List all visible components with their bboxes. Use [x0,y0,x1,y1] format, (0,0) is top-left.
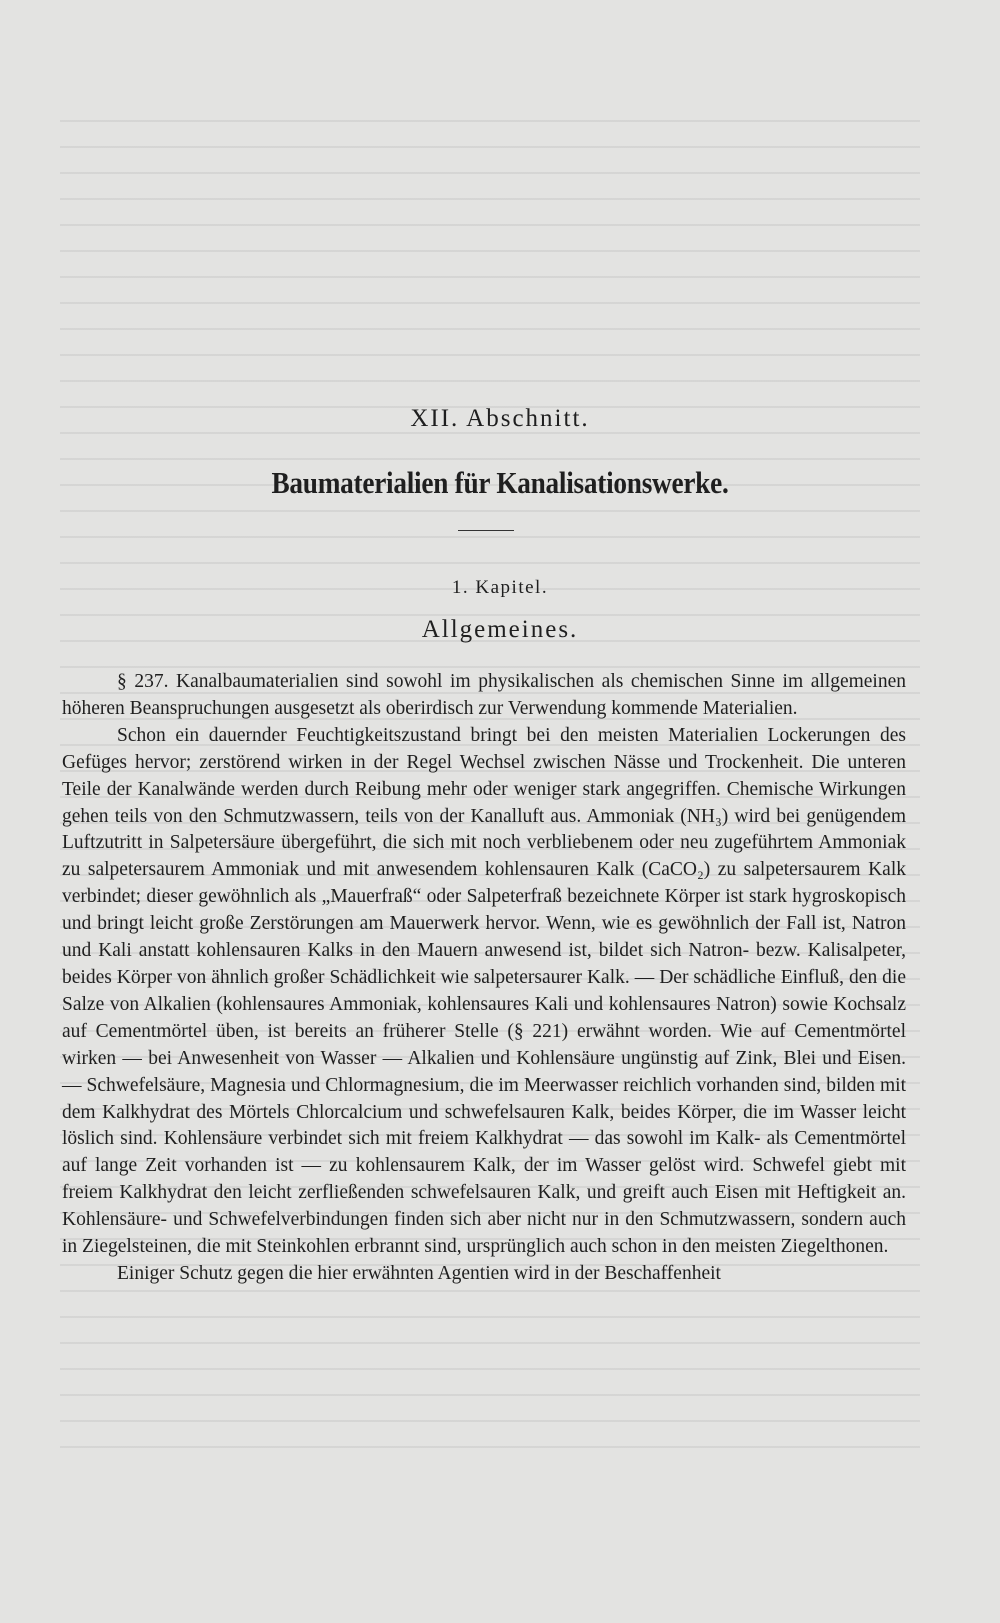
section-heading: XII. Abschnitt. [410,405,590,432]
chapter-label: 1. Kapitel. [451,577,549,598]
paragraph-237: § 237. Kanalbaumaterialien sind sowohl im physikalischen als chemischen Sinne im allgemeinen höheren Beanspruchungen ausgesetzt als oberirdisch zur Verwendung kommende Materialien. [62,671,906,719]
title-rule [458,530,514,531]
paragraph-chemical-effects: Schon ein dauernder Feuchtigkeitszustand bringt bei den meisten Materialien Lockerungen des Gefüges hervor; zerstörend wirken in der Regel Wechsel zwischen Nässe und Trockenheit. Die unteren Teile der Kanalwände werden durch Reibung mehr oder weniger stark angegriffen. Chemische Wirkungen gehen teils von den Schmutzwassern, teils von der Kanalluft aus. Ammoniak (NH₃) wird bei genügendem Luftzutritt in Salpetersäure übergeführt, die sich mit noch verbliebenem oder neu zugeführtem Ammoniak zu salpetersaurem Ammoniak und mit anwesendem kohlensauren Kalk (CaCO₂) zu salpetersaurem Kalk verbindet; dieser gewöhnlich als „Mauerfraß“ oder Salpeterfraß bezeichnete Körper ist stark hygroskopisch und bringt leicht große Zerstörungen am Mauerwerk hervor. Wenn, wie es gewöhnlich der Fall ist, Natron und Kali anstatt kohlensauren Kalks in den Mauern anwesend ist, bildet sich Natron- bezw. Kalisalpeter, beides Körper von ähnlich großer Schädlichkeit wie salpetersaurer Kalk. — Der schädliche Einfluß, den die Salze von Alkalien (kohlensaures Ammoniak, kohlensaures Kali und kohlensaures Natron) sowie Kochsalz auf Cementmörtel üben, ist bereits an früherer Stelle (§ 221) erwähnt worden. Wie auf Cementmörtel wirken — bei Anwesenheit von Wasser — Alkalien und Kohlensäure ungünstig auf Zink, Blei und Eisen. — Schwefelsäure, Magnesia und Chlormagnesium, die im Meerwasser reichlich vorhanden sind, bilden mit dem Kalkhydrat des Mörtels Chlorcalcium und schwefelsauren Kalk, beides Körper, die im Wasser leicht löslich sind. Kohlensäure verbindet sich mit freiem Kalkhydrat — das sowohl im Kalk- als Cementmörtel auf lange Zeit vorhanden ist — zu kohlensaurem Kalk, der im Wasser gelöst wird. Schwefel giebt mit freiem Kalkhydrat den leicht zerfließenden schwefelsauren Kalk, und greift auch Eisen mit Heftigkeit an. Kohlensäure- und Schwefelverbindungen finden sich aber nicht nur in den Schmutzwassern, sondern auch in Ziegelsteinen, die mit Steinkohlen erbrannt sind, ursprünglich auch schon in den meisten Ziegelthonen. [62,724,906,1258]
paragraph-protection: Einiger Schutz gegen die hier erwähnten Agentien wird in der Beschaffenheit [117,1262,721,1284]
chapter-title: Allgemeines. [421,616,579,643]
page-title: Baumaterialien für Kanalisationswerke. [271,465,729,500]
body-text [62,669,906,1288]
